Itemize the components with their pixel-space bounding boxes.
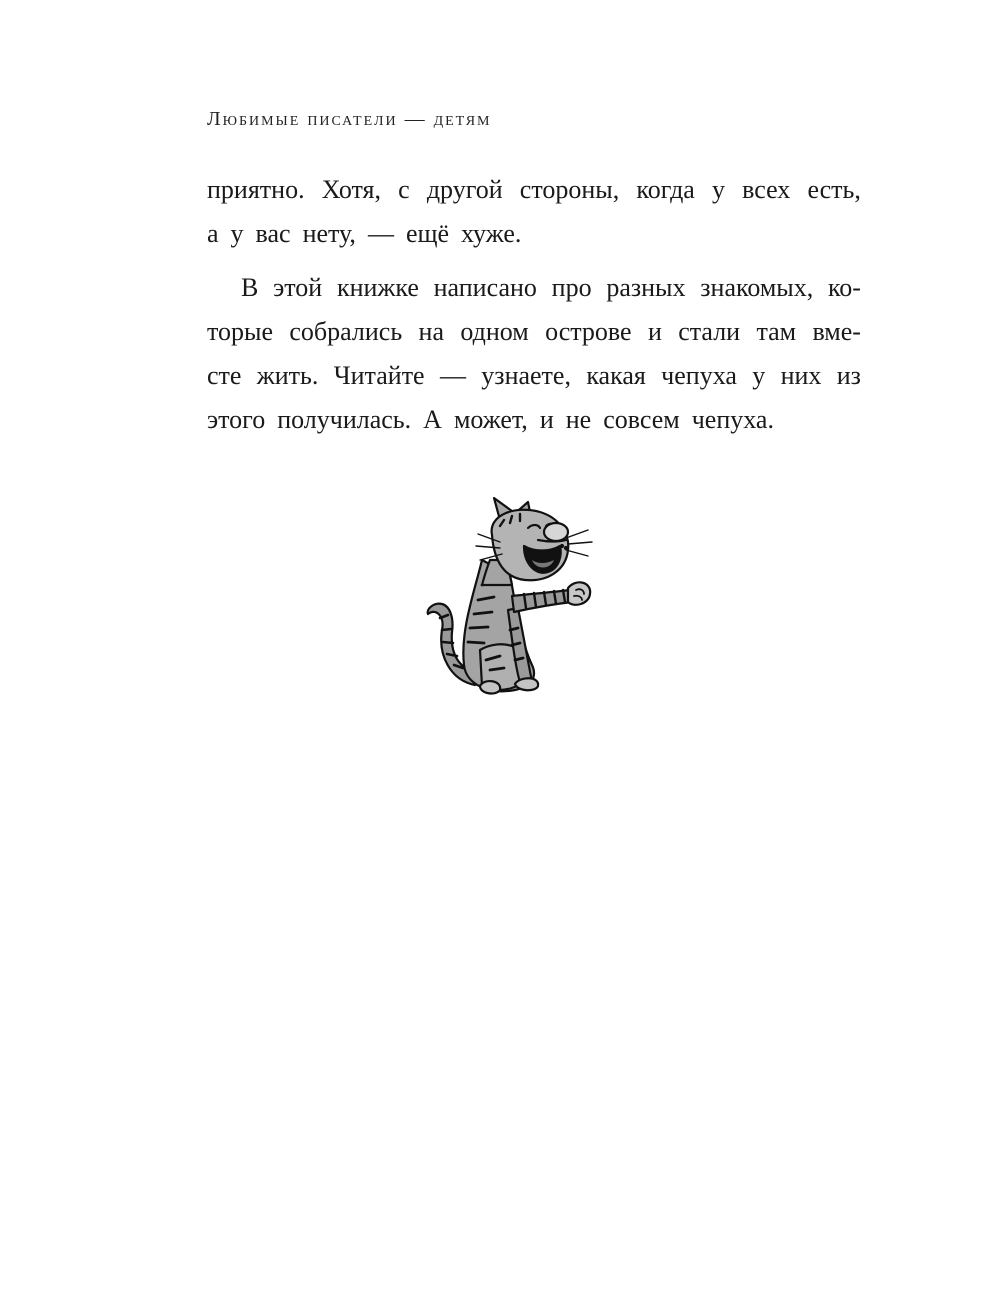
text-line bbox=[207, 266, 861, 310]
word: стороны, bbox=[519, 175, 620, 204]
word: всех bbox=[742, 175, 791, 204]
word: В bbox=[241, 273, 259, 302]
word: у bbox=[752, 361, 766, 390]
word: этого bbox=[207, 405, 266, 434]
word: Хотя, bbox=[321, 175, 381, 204]
word: — bbox=[439, 361, 466, 390]
word: другой bbox=[426, 175, 503, 204]
word: с bbox=[398, 175, 410, 204]
word: получилась. bbox=[277, 405, 412, 434]
word: не bbox=[565, 405, 592, 434]
word: одном bbox=[460, 317, 529, 346]
word: у bbox=[711, 175, 725, 204]
word: торые bbox=[207, 317, 274, 346]
word: ко- bbox=[828, 273, 861, 302]
word: хуже. bbox=[461, 219, 522, 248]
word: них bbox=[780, 361, 822, 390]
word: стали bbox=[678, 317, 741, 346]
word: написано bbox=[433, 273, 537, 302]
body-text bbox=[207, 168, 861, 442]
word: приятно. bbox=[207, 175, 305, 204]
word: у bbox=[230, 219, 244, 248]
word: и bbox=[647, 317, 662, 346]
word: собрались bbox=[289, 317, 403, 346]
word: какая bbox=[586, 361, 646, 390]
word: совсем bbox=[603, 405, 680, 434]
text-line bbox=[207, 212, 861, 256]
word: есть, bbox=[807, 175, 861, 204]
word: разных bbox=[606, 273, 686, 302]
text-line bbox=[207, 354, 861, 398]
word: сте bbox=[207, 361, 242, 390]
word: там bbox=[756, 317, 797, 346]
word: этой bbox=[273, 273, 323, 302]
laughing-cat-illustration bbox=[420, 490, 610, 700]
word: узнаете, bbox=[481, 361, 571, 390]
word: нету, bbox=[302, 219, 356, 248]
word: на bbox=[418, 317, 445, 346]
word: ещё bbox=[405, 219, 450, 248]
word: вме- bbox=[812, 317, 861, 346]
word: — bbox=[367, 219, 394, 248]
word: Читайте bbox=[333, 361, 425, 390]
word: про bbox=[551, 273, 592, 302]
word: чепуха. bbox=[691, 405, 774, 434]
word: жить. bbox=[256, 361, 319, 390]
word: когда bbox=[636, 175, 695, 204]
text-line bbox=[207, 310, 861, 354]
word: книжке bbox=[336, 273, 419, 302]
word: может, bbox=[453, 405, 528, 434]
word: острове bbox=[545, 317, 632, 346]
text-line bbox=[207, 398, 861, 442]
cat-nose bbox=[544, 523, 568, 541]
running-head: Любимые писатели — детям bbox=[207, 108, 492, 130]
word: А bbox=[423, 405, 442, 434]
word: из bbox=[836, 361, 861, 390]
word: знакомых, bbox=[700, 273, 814, 302]
word: чепуха bbox=[661, 361, 737, 390]
cat-fist bbox=[568, 582, 590, 604]
text-line bbox=[207, 168, 861, 212]
word: а bbox=[207, 219, 219, 248]
word: и bbox=[539, 405, 554, 434]
word: вас bbox=[255, 219, 291, 248]
